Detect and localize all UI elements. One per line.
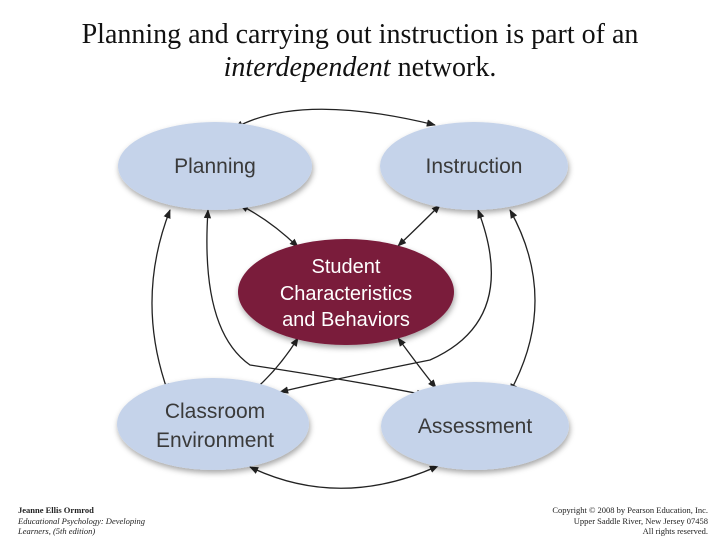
center-label-2: Characteristics bbox=[279, 283, 413, 305]
node-assessment bbox=[381, 382, 569, 470]
node-assessment-label: Assessment bbox=[417, 415, 533, 438]
title-emphasis: interdependent bbox=[223, 52, 391, 83]
footer-book-line-1: Educational Psychology: Developing bbox=[18, 515, 145, 526]
center-label-3: and Behaviors bbox=[282, 309, 410, 331]
footer-copyright-line-1: Copyright © 2008 by Pearson Education, Inc. bbox=[552, 505, 708, 515]
node-classroom-label-1: Classroom bbox=[164, 400, 266, 423]
arrow-planning-center bbox=[240, 205, 298, 247]
title-line-2-rest: network. bbox=[390, 52, 497, 83]
node-student-characteristics bbox=[238, 239, 454, 345]
node-planning-label: Planning bbox=[174, 155, 256, 178]
node-instruction bbox=[380, 122, 568, 210]
footer-book-line-2: Learners, (5th edition) bbox=[18, 526, 96, 536]
arrow-planning-instruction bbox=[235, 109, 435, 128]
node-planning bbox=[118, 122, 312, 210]
arrow-planning-classroom bbox=[152, 210, 170, 392]
footer-citation bbox=[18, 505, 258, 537]
node-classroom-label-2: Environment bbox=[156, 429, 274, 452]
node-instruction-label: Instruction bbox=[425, 155, 523, 178]
footer-copyright-line-3: All rights reserved. bbox=[642, 526, 708, 536]
arrow-instruction-assessment bbox=[510, 210, 535, 392]
title-line-1: Planning and carrying out instruction is part of an bbox=[81, 19, 639, 50]
footer-copyright-line-2: Upper Saddle River, New Jersey 07458 bbox=[573, 515, 708, 526]
node-classroom bbox=[117, 378, 309, 470]
arrow-instruction-center bbox=[398, 205, 440, 246]
footer-copyright bbox=[448, 505, 708, 537]
arrow-classroom-assessment bbox=[250, 466, 438, 488]
footer-author: Jeanne Ellis Ormrod bbox=[18, 505, 94, 515]
center-label-1: Student bbox=[311, 256, 381, 278]
